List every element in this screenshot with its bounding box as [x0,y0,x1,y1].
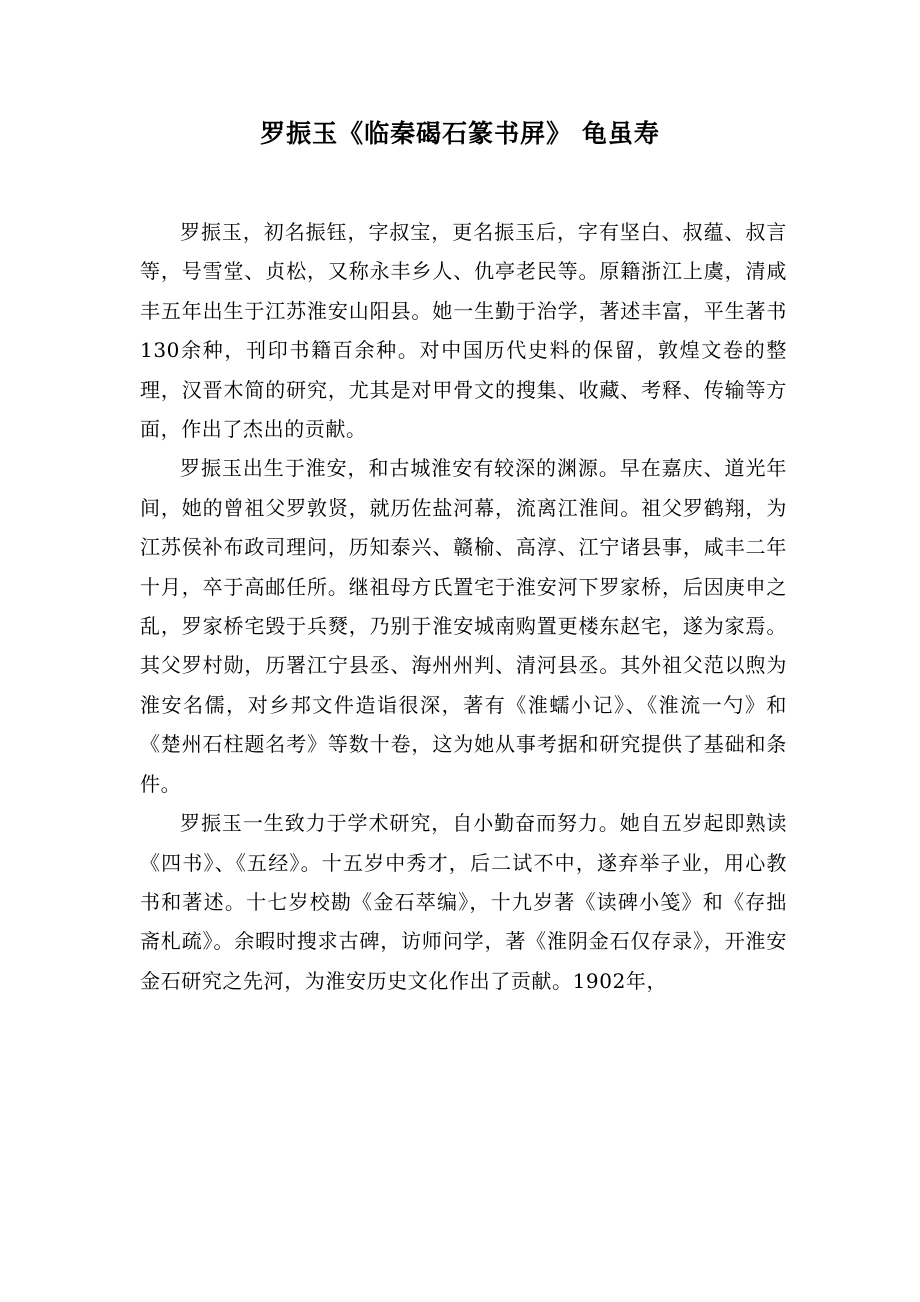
paragraph-2: 罗振玉出生于淮安，和古城淮安有较深的渊源。早在嘉庆、道光年间，她的曾祖父罗敦贤，就历佐盐河幕，流离江淮间。祖父罗鹤翔，为江苏侯补布政司理问，历知泰兴、赣榆、高淳、江宁诸县事，咸丰二年十月，卒于高邮任所。继祖母方氏置宅于淮安河下罗家桥，后因庚申之乱，罗家桥宅毁于兵燹，乃别于淮安城南购置更楼东赵宅，遂为家焉。其父罗村勋，历署江宁县丞、海州州判、清河县丞。其外祖父范以煦为淮安名儒，对乡邦文件造诣很深，著有《淮蠕小记》、《淮流一勺》和《楚州石柱题名考》等数十卷，这为她从事考据和研究提供了基础和条件。 [140,456,787,796]
document-body [140,213,787,1001]
paragraph-1: 罗振玉，初名振钰，字叔宝，更名振玉后，字有坚白、叔蕴、叔言等，号雪堂、贞松，又称永丰乡人、仇亭老民等。原籍浙江上虞，清咸丰五年出生于江苏淮安山阳县。她一生勤于治学，著述丰富，平生著书130余种，刊印书籍百余种。对中国历代史料的保留，敦煌文卷的整理，汉晋木简的研究，尤其是对甲骨文的搜集、收藏、考释、传输等方面，作出了杰出的贡献。 [140,220,787,442]
paragraph-3: 罗振玉一生致力于学术研究，自小勤奋而努力。她自五岁起即熟读《四书》、《五经》。十五岁中秀才，后二试不中，遂弃举子业，用心教书和著述。十七岁校勘《金石萃编》，十九岁著《读碑小笺》和《存拙斋札疏》。余暇时搜求古碑，访师问学，著《淮阴金石仅存录》，开淮安金石研究之先河，为淮安历史文化作出了贡献。1902年， [140,811,787,993]
document-title: 罗振玉《临秦碣石篆书屏》 龟虽寿 [260,119,660,148]
